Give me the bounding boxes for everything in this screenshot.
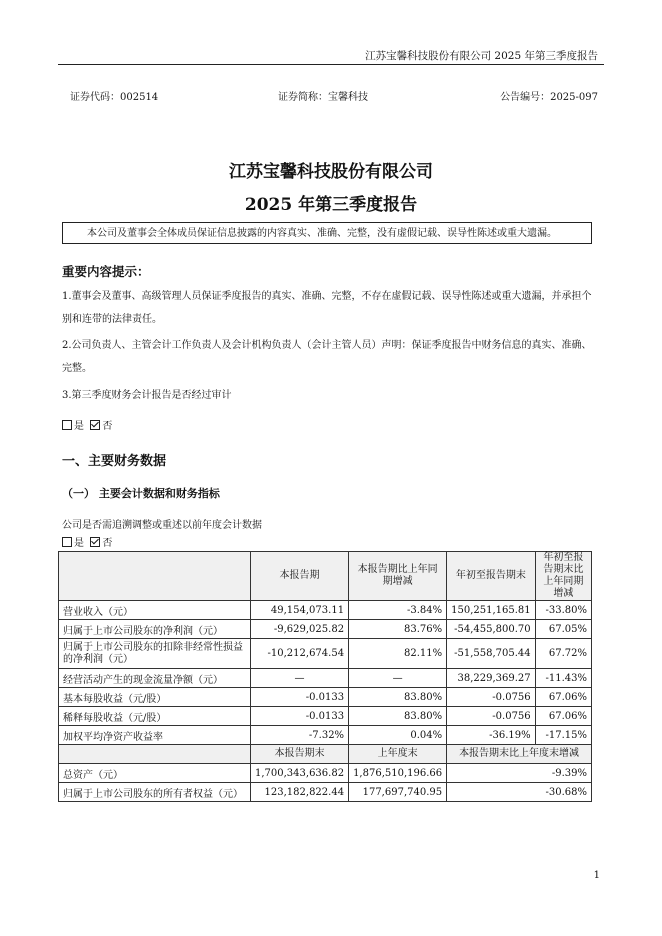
restate-no-checkbox[interactable] (90, 537, 100, 547)
company-name: 江苏宝馨科技股份有限公司 (229, 162, 433, 182)
restate-checkboxes (62, 534, 112, 549)
important-p3: 3.第三季度财务会计报告是否经过审计 (62, 390, 232, 401)
table-cell: -3.84% (349, 601, 447, 620)
table-header-cell (59, 552, 251, 601)
table-row (59, 783, 592, 802)
table-cell: -0.0756 (447, 707, 536, 726)
table-cell: 49,154,073.11 (251, 601, 349, 620)
table-header-cell: 年初至报告期末 (447, 552, 536, 601)
table-header-cell: 本报告期比上年同期增减 (349, 552, 447, 601)
stock-abbr: 证券简称：宝馨科技 (278, 92, 368, 103)
report-title: 2025 年第三季度报告 (244, 195, 418, 215)
table-cell: 83.80% (349, 707, 447, 726)
table-cell: 1,700,343,636.82 (251, 764, 349, 783)
table-header-cell: 年初至报告期末比上年同期增减 (535, 552, 591, 601)
table-cell: -36.19% (447, 726, 536, 745)
table-cell: -0.0133 (251, 707, 349, 726)
table-cell: 67.05% (535, 620, 591, 639)
table-cell: 83.80% (349, 688, 447, 707)
table-cell: — (251, 669, 349, 688)
table-cell: -7.32% (251, 726, 349, 745)
important-heading: 重要内容提示： (62, 264, 150, 279)
table-header-cell: 上年度末 (349, 745, 447, 764)
restate-question: 公司是否需追溯调整或重述以前年度会计数据 (62, 520, 262, 531)
section1-heading: 一、主要财务数据 (62, 454, 167, 469)
table-cell: 83.76% (349, 620, 447, 639)
row-label: 稀释每股收益（元/股） (59, 707, 251, 726)
table-cell: 0.04% (349, 726, 447, 745)
important-p2: 2.公司负责人、主管会计工作负责人及会计机构负责人（会计主管人员）声明：保证季度报告中财务信息的真实、准确、完整。 (62, 340, 592, 374)
table-row (59, 688, 592, 707)
audit-yes-label: 是 (74, 421, 84, 432)
table-cell: 82.11% (349, 639, 447, 669)
important-p1: 1.董事会及董事、高级管理人员保证季度报告的真实、准确、完整，不存在虚假记载、误导性陈述或重大遗漏，并承担个别和连带的法律责任。 (62, 291, 592, 325)
table-cell: — (349, 669, 447, 688)
row-label: 营业收入（元） (59, 601, 251, 620)
restate-yes-label: 是 (74, 538, 84, 549)
table-cell: 123,182,822.44 (251, 783, 349, 802)
table-cell: 67.72% (535, 639, 591, 669)
table-cell: 67.06% (535, 688, 591, 707)
running-header: 江苏宝馨科技股份有限公司 2025 年第三季度报告 (365, 50, 598, 62)
table-cell: -54,455,800.70 (447, 620, 536, 639)
table-cell: -11.43% (535, 669, 591, 688)
table-cell: -30.68% (447, 783, 592, 802)
table-cell: 1,876,510,196.66 (349, 764, 447, 783)
row-label: 归属于上市公司股东的扣除非经常性损益的净利润（元） (59, 639, 251, 669)
disclaimer-box: 本公司及董事会全体成员保证信息披露的内容真实、准确、完整，没有虚假记载、误导性陈述或重大遗漏。 (62, 222, 592, 244)
table-cell: -33.80% (535, 601, 591, 620)
header-rule (58, 64, 604, 65)
table-row (59, 726, 592, 745)
table-row (59, 620, 592, 639)
page-number: 1 (593, 870, 600, 881)
table-header-cell: 本报告期末 (251, 745, 349, 764)
table-row (59, 764, 592, 783)
financial-data-table (58, 551, 592, 802)
table-row (59, 669, 592, 688)
section1-subheading: （一） 主要会计数据和财务指标 (62, 487, 220, 500)
audit-checkboxes (62, 417, 112, 432)
table-header-cell (59, 745, 251, 764)
table-cell: -17.15% (535, 726, 591, 745)
table-cell: 38,229,369.27 (447, 669, 536, 688)
row-label: 归属于上市公司股东的所有者权益（元） (59, 783, 251, 802)
row-label: 基本每股收益（元/股） (59, 688, 251, 707)
table-cell: 177,697,740.95 (349, 783, 447, 802)
table-cell: -0.0756 (447, 688, 536, 707)
table-cell: 67.06% (535, 707, 591, 726)
table-row (59, 639, 592, 669)
table-row (59, 601, 592, 620)
table-cell: -10,212,674.54 (251, 639, 349, 669)
restate-no-label: 否 (102, 538, 113, 549)
audit-no-checkbox[interactable] (90, 420, 100, 430)
row-label: 加权平均净资产收益率 (59, 726, 251, 745)
table-header-cell: 本报告期末比上年度末增减 (447, 745, 592, 764)
table-header-row (59, 552, 592, 601)
row-label: 经营活动产生的现金流量净额（元） (59, 669, 251, 688)
row-label: 总资产（元） (59, 764, 251, 783)
table-cell: -9,629,025.82 (251, 620, 349, 639)
audit-yes-checkbox[interactable] (62, 420, 72, 430)
restate-yes-checkbox[interactable] (62, 537, 72, 547)
table-header-row-2 (59, 745, 592, 764)
table-cell: -0.0133 (251, 688, 349, 707)
stock-code: 证券代码：002514 (70, 92, 159, 103)
notice-number: 公告编号：2025-097 (500, 92, 598, 103)
audit-no-label: 否 (102, 421, 113, 432)
table-header-cell: 本报告期 (251, 552, 349, 601)
table-cell: -9.39% (447, 764, 592, 783)
table-cell: 150,251,165.81 (447, 601, 536, 620)
table-cell: -51,558,705.44 (447, 639, 536, 669)
row-label: 归属于上市公司股东的净利润（元） (59, 620, 251, 639)
table-row (59, 707, 592, 726)
